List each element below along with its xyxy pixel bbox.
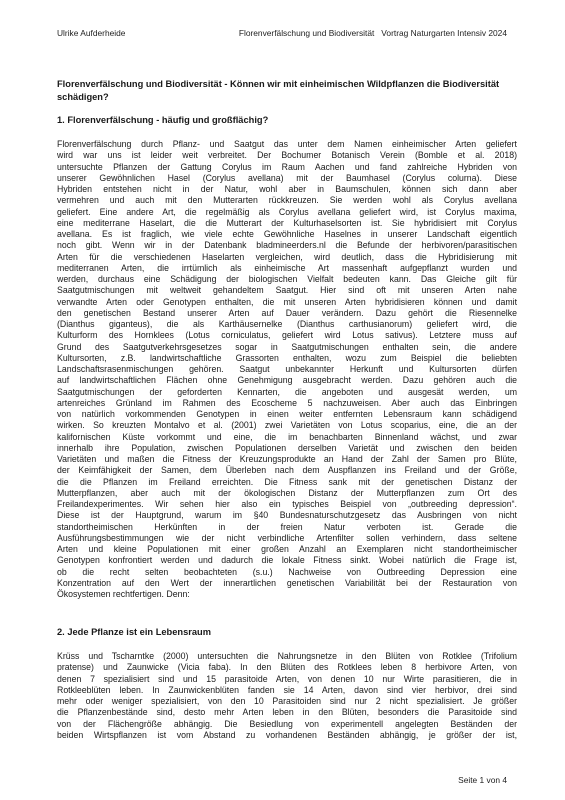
text-line: Freilandexperimentes. Wir sehen hier also ein typisches Beispiel von „outbreeding depression“. [57, 499, 517, 509]
text-line: unserer Gewöhnlichen Hasel (Corylus avellana) mit der Baumhasel (Corylus colurna). Diese [57, 172, 517, 183]
header-topic: Florenverfälschung und Biodiversität [238, 28, 375, 38]
text-line: innerhalb ihre Population, zwischen Populationen derselben Varietät und zwischen den beiden [57, 442, 517, 453]
text-line: Varietäten und maßen die Fitness der Kreuzungsprodukte an Hand der Zahl der Samen pro Blüte, [57, 454, 517, 464]
text-line: kalifornischen Küste vorkommt und eine, die im benachbarten Binnenland wächst, und zwar [57, 431, 517, 442]
text-line: beiden Wirtspflanzen ist vom Abstand zu vorhandenen Beständen abhängig, je größer der ist, [57, 729, 517, 740]
text-line: untersuchte Pflanzen der Gattung Corylus im Raum Aachen und fand zahlreiche Hybriden von [57, 161, 517, 172]
page-number: Seite 1 von 4 [458, 775, 507, 785]
text-line: noch gibt. Wenn wir in der Datenbank bladmineerders.nl die Befunde der herbivoren/parasitischen [57, 240, 517, 251]
text-line: Genotypen konfrontiert werden und dadurch die lokale Fitness sinkt. Wobei natürlich die Frage ist, [57, 555, 517, 566]
text-line: Mutterpflanzen, aber auch mit der ökologischen Distanz der Mutterpflanzen zum Ort des [57, 487, 517, 498]
text-line: wirken. So kreuzten Montalvo et al. (2001) zwei Varietäten von Lotus scoparius, eine, die an der [57, 420, 517, 431]
text-line: artenreiches Grünland im Rahmen des Ecoscheme 5 nachzuweisen. Aber auch das Einbringen [57, 397, 517, 408]
text-line: avellana. Es ist fraglich, wie viele echte Gewöhnliche Haselnes in unserer Landschaft eigentlich [57, 229, 517, 239]
section-1-heading: 1. Florenverfälschung - häufig und großflächig? [57, 115, 269, 125]
text-line: Ausführungsbestimmungen wie der nicht verbindliche Artenfilter sollen verhindern, dass seltene [57, 532, 517, 543]
text-line: mehr oder weniger spezialisiert, von den 10 Parasitoiden sind nur 2 nicht spezialisiert. Je größer [57, 696, 517, 706]
section-2-heading: 2. Jede Pflanze ist ein Lebensraum [57, 627, 211, 637]
document-title: Florenverfälschung und Biodiversität - Können wir mit einheimischen Wildpflanzen die Biodiversität schädigen? [57, 79, 500, 102]
text-line: Arten für die verschiedenen Haselarten vergleichen, wird deutlich, dass die Hybridisierung mit [57, 251, 517, 262]
header-author: Ulrike Aufderheide [57, 28, 126, 38]
text-line: die die Pflanzen im Freiland erreichten. Die Fitness sank mit der genetischen Distanz der [57, 476, 517, 487]
text-line: die Pflanzenbestände sind, desto mehr Arten leben in den Blüten, besonders die Parasitoide sind [57, 707, 517, 718]
text-line: vermehren und auch mit den Mutterarten rückkreuzen. Sie werden wohl als Corylus avellana [57, 195, 517, 206]
text-line: Konzentration auf den Wert der innerartlichen genetischen Variabilität bei der Restauration von [57, 577, 517, 588]
text-line: standortheimischen Herkünften in der freien Natur verboten ist. Gerade die [57, 521, 517, 532]
text-line: werden, durchaus eine Schädigung der biologischen Vielfalt bedeuten kann. Das Gleiche gilt für [57, 274, 517, 284]
text-line: den genetischen Bestand unserer Arten auf Dauer verändern. Dazu gehört die Riesennelke [57, 307, 517, 318]
section-2-body [57, 651, 517, 771]
text-line: Ökosystemen rechtfertigen. Denn: [57, 589, 190, 599]
text-line: von der Flächengröße abhängig. Die Besiedlung von experimentell angelegten Beständen der [57, 718, 517, 729]
text-line: (Dianthus giganteus), die als Karthäusernelke (Dianthus carthusianorum) geliefert wird, die [57, 319, 517, 329]
header-event: Vortrag Naturgarten Intensiv 2024 [381, 28, 507, 38]
page-header [57, 28, 507, 38]
text-line: wird war uns ist leider weit verbreitet. Der Bochumer Botanisch Verein (Bomble et al. 2018) [57, 150, 517, 161]
text-line: von natürlich vorkommenden Genotypen in einen weiter entfernten Lebensraum kann schädigend [57, 409, 517, 419]
text-line: Arten und kleine Populationen mit einer großen Anzahl an Exemplaren nicht standortheimischer [57, 544, 517, 554]
text-line: Landschaftsrasenmischungen gehören. Saatgut unbekannter Herkunft und Kultursorten dürfen [57, 364, 517, 374]
text-line: ob die recht selten beobachteten (s.u.) Nachweise von Outbreeding Depression eine [57, 566, 517, 577]
text-line: Diese ist der Hauptgrund, warum im §40 Bundesnaturschutzgesetz das Ausbringen von nicht [57, 510, 517, 521]
text-line: auf landwirtschaftlichen Flächen ohne Genehmigung ausgebracht werden. Dazu gehören auch die [57, 375, 517, 386]
text-line: Kultursorten, z.B. landwirtschaftliche Grassorten enthalten, wozu zum Beispiel die beliebten [57, 352, 517, 363]
text-line: Florenverfälschung durch Pflanz- und Saatgut das unter dem Namen einheimischer Arten geliefert [57, 139, 517, 149]
text-line: denen 7 spezialisiert sind und 15 parasitoide Arten, von denen 10 nur Wirte parasitieren, die in [57, 673, 517, 684]
text-line: eine mediterrane Haselart, die die Mutterart der Kulturhaselsorten ist. Sie hybridisiert mit Corylus [57, 217, 517, 228]
text-line: Saatgutmischungen mit weltweit gehandeltem Saatgut. Hier sind oft mit unseren Arten nahe [57, 285, 517, 296]
text-line: geliefert. Eine andere Art, die regelmäßig als Corylus avellana geliefert wird, ist Corylus maxima, [57, 206, 517, 217]
text-line: mediterranen Arten, die irrtümlich als einheimische Art massenhaft aufgepflanzt wurden und [57, 262, 517, 273]
text-line: der Keimfähigkeit der Samen, dem Überleben nach dem Auspflanzen ins Freiland und der Größe, [57, 465, 517, 476]
section-1-body [57, 139, 517, 612]
text-line: verwandte Arten oder Genotypen enthalten, die mit unseren Arten hybridisieren können und damit [57, 296, 517, 307]
text-line: Grund des Saatgutverkehrsgesetzes sogar in Saatgutmischungen enthalten sein, die andere [57, 341, 517, 352]
text-line: Saatgutmischungen der geforderten Kennarten, die angeboten und ausgesät werden, um [57, 386, 517, 397]
text-line: Krüss und Tscharntke (2000) untersuchten die Nahrungsnetze in den Blüten von Rotklee (Trifolium [57, 651, 517, 661]
text-line: Kulturform des Hornklees (Lotus corniculatus, geliefert wird Lotus sativus). Letztere muss auf [57, 330, 517, 341]
text-line: pratense) und Zaunwicke (Vicia faba). In den Blüten des Rotklees leben 8 herbivore Arten, von [57, 662, 517, 673]
text-line: Rotkleeblüten leben. In Zaunwickenblüten fanden sie 14 Arten, davon sind vier herbivor, drei sind [57, 684, 517, 695]
text-line: Hybriden entstehen nicht in der Natur, wohl aber in Baumschulen, können sich dann aber [57, 184, 517, 194]
header-meta [239, 28, 507, 38]
